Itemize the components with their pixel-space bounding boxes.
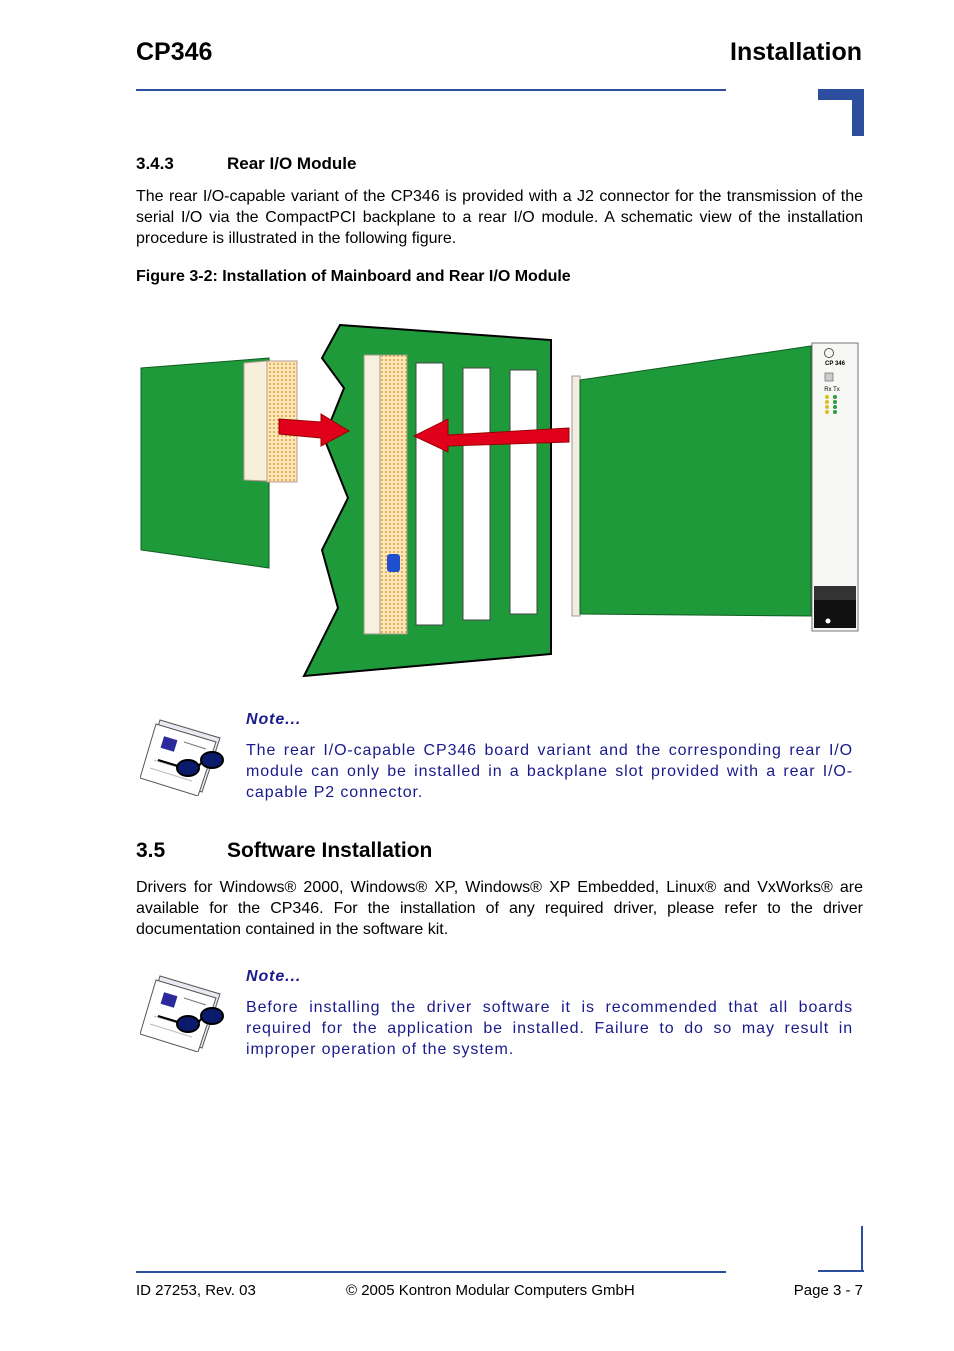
section-number: 3.4.3 <box>136 154 174 173</box>
installation-figure <box>136 318 863 683</box>
header-chapter: Installation <box>730 38 862 66</box>
corner-mark-bottom <box>818 1226 864 1272</box>
note-text: Before installing the driver software it is recommended that all boards required for the application be installed. Failure to do so may result in improper operation of the system. <box>246 999 853 1058</box>
note-block-2 <box>246 966 853 1060</box>
note-title: Note... <box>246 968 302 985</box>
led-label: Rx Tx <box>824 387 840 393</box>
reading-glasses-note-icon <box>140 716 228 796</box>
panel-label: CP 346 <box>825 361 845 367</box>
footer-document-id: ID 27253, Rev. 03 <box>136 1282 256 1299</box>
cp346-board <box>572 343 858 631</box>
section-title: Rear I/O Module <box>227 154 357 173</box>
section-heading-343 <box>136 154 356 174</box>
paragraph-software: Drivers for Windows® 2000, Windows® XP, Windows® XP Embedded, Linux® and VxWorks® are available for the CP346. For the installation of any required driver, please refer to the driver documentation contained in the software kit. <box>136 879 863 938</box>
paragraph-rear-io: The rear I/O-capable variant of the CP346 is provided with a J2 connector for the transmission of the serial I/O via the CompactPCI backplane to a rear I/O module. A schematic view of the installation procedure is illustrated in the following figure. <box>136 188 863 247</box>
section-number: 3.5 <box>136 839 166 862</box>
figure-caption: Figure 3-2: Installation of Mainboard and Rear I/O Module <box>136 268 571 285</box>
footer-rule <box>136 1271 726 1273</box>
header-product: CP346 <box>136 38 213 66</box>
header-rule <box>136 89 726 91</box>
footer-page-number: Page 3 - 7 <box>793 1282 863 1299</box>
reading-glasses-note-icon <box>140 972 228 1052</box>
corner-mark-top <box>818 89 864 136</box>
backplane <box>304 325 551 676</box>
note-title: Note... <box>246 711 302 728</box>
section-heading-35 <box>136 839 432 863</box>
section-title: Software Installation <box>227 839 433 862</box>
note-block-1 <box>246 709 853 803</box>
note-text: The rear I/O-capable CP346 board variant and the corresponding rear I/O module can only be installed in a backplane slot provided with a rear I/O-capable P2 connector. <box>246 742 853 801</box>
footer-copyright: © 2005 Kontron Modular Computers GmbH <box>346 1282 635 1299</box>
rear-io-module <box>141 358 297 568</box>
